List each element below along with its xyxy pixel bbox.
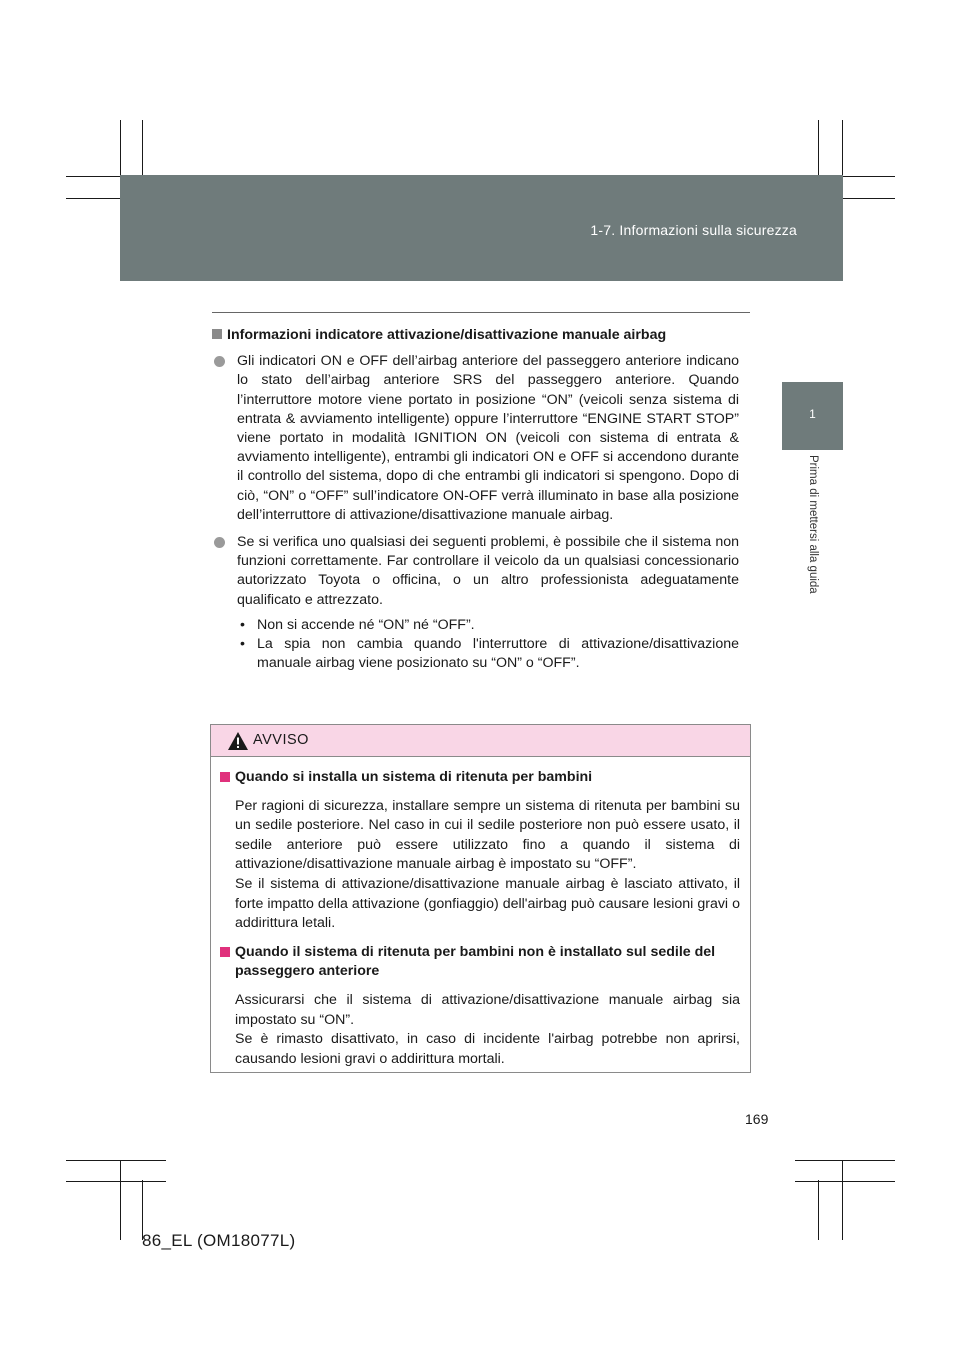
section-heading-text: Informazioni indicatore attivazione/disattivazione manuale airbag — [227, 327, 667, 343]
warning-body — [211, 757, 750, 1069]
crop-mark — [795, 1181, 895, 1182]
divider — [212, 312, 750, 313]
crop-mark — [842, 1160, 843, 1240]
section-title: 1-7. Informazioni sulla sicurezza — [590, 222, 797, 238]
header-band — [120, 175, 843, 281]
list-item — [212, 533, 739, 610]
sub-item-text: Non si accende né “ON” né “OFF”. — [257, 616, 475, 633]
warning-box — [210, 724, 751, 1073]
main-content — [212, 326, 739, 673]
sub-item-text: La spia non cambia quando l'interruttore di attivazione/disattivazione manuale airbag viene posizionato su “ON” o “OFF”. — [257, 636, 739, 672]
document-code: 86_EL (OM18077L) — [142, 1231, 296, 1250]
section-heading — [212, 326, 739, 345]
square-bullet-icon — [212, 329, 222, 339]
list-item — [212, 352, 739, 525]
sub-list-item — [237, 616, 739, 635]
circle-bullet-icon — [214, 537, 225, 548]
bullet-text: Gli indicatori ON e OFF dell’airbag anteriore del passeggero anteriore indicano lo stato dell’airbag anteriore SRS del passeggero anteriore. Quando l’interruttore motore viene portato in posizione “ON” (veicoli senza sistema di entrata & avviamento intelligente) oppure l’interruttore “ENGINE START STOP” viene portato in modalità IGNITION ON (veicoli con sistema di entrata & avviamento intelligente), entrambi gli indicatori ON e OFF si accendono durante il controllo del sistema, dopo di che entrambi gli indicatori si spengono. Dopo di ciò, “ON” o “OFF” sull’indicatore ON-OFF verrà illuminato in base alla posizione dell’interruttore di attivazione/disattivazione manuale airbag. — [237, 353, 739, 523]
crop-mark — [120, 1160, 121, 1240]
sub-bullet-marker: • — [240, 636, 245, 653]
chapter-number: 1 — [809, 407, 816, 421]
sub-list-item — [237, 635, 739, 673]
chapter-title-vertical — [803, 455, 823, 635]
crop-mark — [818, 1180, 819, 1240]
chapter-title: Prima di mettersi alla guida — [807, 455, 819, 594]
warning-paragraph: Per ragioni di sicurezza, installare sempre un sistema di ritenuta per bambini su un sedile posteriore. Nel caso in cui il sedile posteriore non può essere usato, il sedile anteriore può essere utilizzato fino a quando il sistema di attivazione/disattivazione manuale airbag è impostato su “OFF”. — [235, 797, 740, 873]
warning-header — [211, 725, 750, 757]
warning-paragraph: Se il sistema di attivazione/disattivazione manuale airbag è lasciato attivato, il forte impatto della attivazione (gonfiaggio) dell'airbag può causare lesioni gravi o addirittura letali. — [235, 875, 740, 932]
page-number: 169 — [745, 1111, 769, 1127]
warning-paragraph: Se è rimasto disattivato, in caso di incidente l'airbag potrebbe non aprirsi, causando lesioni gravi o addirittura mortali. — [235, 1031, 740, 1067]
square-bullet-icon — [220, 772, 230, 782]
crop-mark — [66, 1160, 166, 1161]
warning-item-heading: Quando il sistema di ritenuta per bambini non è installato sul sedile del passeggero anteriore — [220, 943, 740, 982]
warning-item-heading: Quando si installa un sistema di ritenuta per bambini — [220, 768, 740, 788]
crop-mark — [66, 1181, 166, 1182]
chapter-tab — [782, 382, 843, 450]
warning-title: AVVISO — [253, 732, 309, 748]
bullet-text: Se si verifica uno qualsiasi dei seguenti problemi, è possibile che il sistema non funzioni correttamente. Far controllare il veicolo da un qualsiasi concessionario autorizzato Toyota o officina, o un altro professionista adeguatamente qualificato e attrezzato. — [237, 534, 739, 608]
crop-mark — [795, 1160, 895, 1161]
square-bullet-icon — [220, 947, 230, 957]
warning-paragraph: Assicurarsi che il sistema di attivazione/disattivazione manuale airbag sia impostato su “ON”. — [235, 991, 740, 1028]
warning-triangle-icon — [227, 731, 249, 751]
circle-bullet-icon — [214, 356, 225, 367]
sub-bullet-marker: • — [240, 616, 245, 633]
